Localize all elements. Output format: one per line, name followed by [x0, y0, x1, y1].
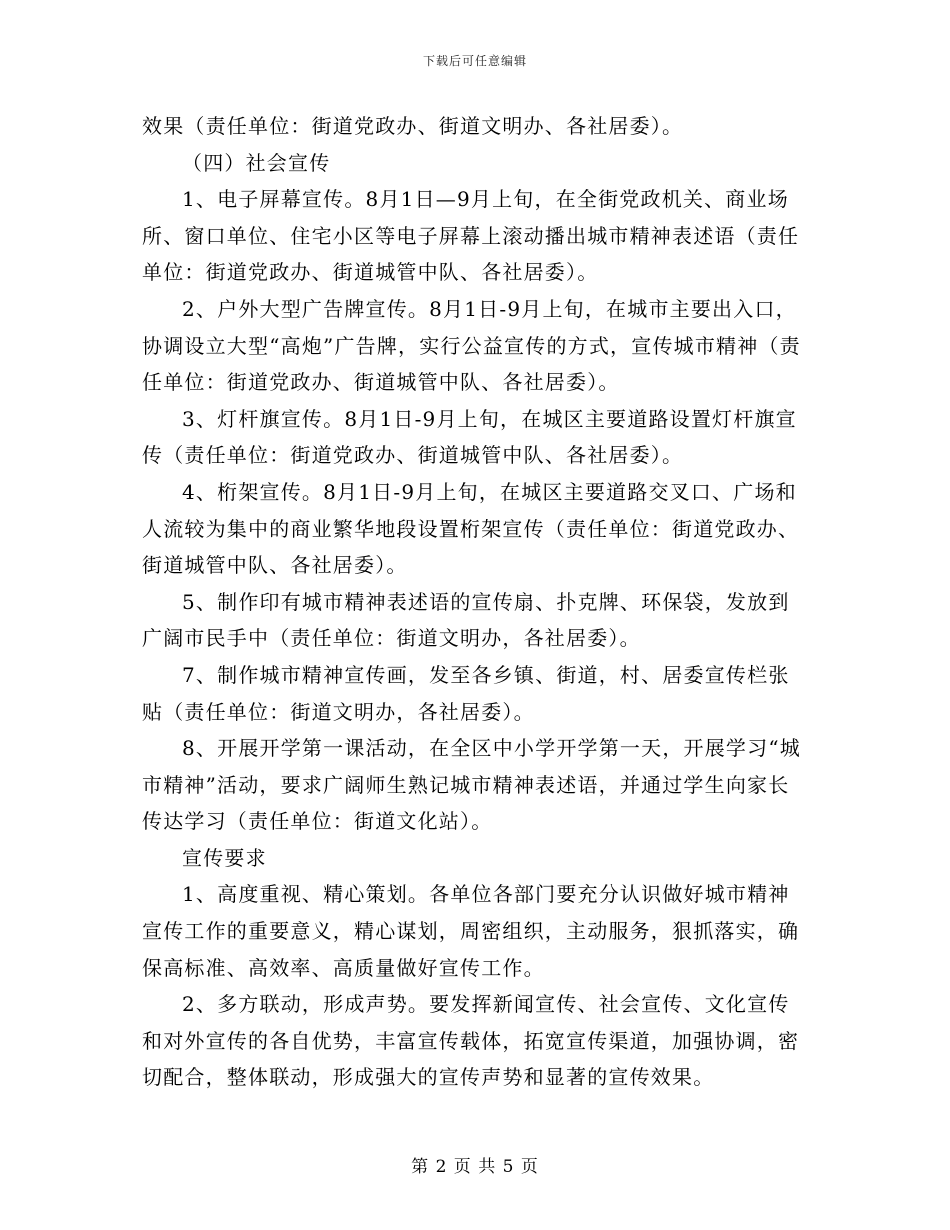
page-number: 第 2 页 共 5 页: [411, 1157, 539, 1177]
paragraph-item-8: 8、开展开学第一课活动，在全区中小学开学第一天，开展学习“城市精神”活动，要求广阔师生熟记城市精神表述语，并通过学生向家长传达学习（责任单位：街道文化站）。: [142, 736, 801, 834]
requirement-item-1: 1、高度重视、精心策划。各单位各部门要充分认识做好城市精神宣传工作的重要意义，精心谋划，周密组织，主动服务，狠抓落实，确保高标准、高效率、高质量做好宣传工作。: [142, 882, 800, 980]
paragraph-item-2: 2、户外大型广告牌宣传。8月1日-9月上旬，在城市主要出入口，协调设立大型“高炮”广告牌，实行公益宣传的方式，宣传城市精神（责任单位：街道党政办、街道城管中队、各社居委）。: [142, 296, 801, 395]
section-heading-social-publicity: （四）社会宣传: [182, 150, 331, 175]
paragraph-continuation: 效果（责任单位：街道党政办、街道文明办、各社居委）。: [142, 114, 684, 138]
paragraph-item-5: 5、制作印有城市精神表述语的宣传扇、扑克牌、环保袋，发放到广阔市民手中（责任单位：街道文明办，各社居委）。: [142, 589, 790, 651]
paragraph-item-7: 7、制作城市精神宣传画，发至各乡镇、街道，村、居委宣传栏张贴（责任单位：街道文明办，各社居委）。: [142, 662, 790, 724]
paragraph-item-4: 4、桁架宣传。8月1日-9月上旬，在城区主要道路交叉口、广场和人流较为集中的商业繁华地段设置桁架宣传（责任单位：街道党政办、街道城管中队、各社居委）。: [142, 479, 800, 578]
section-heading-requirements: 宣传要求: [182, 845, 267, 870]
document-body: [142, 108, 808, 1096]
paragraph-item-3: 3、灯杆旗宣传。8月1日-9月上旬，在城区主要道路设置灯杆旗宣传（责任单位：街道党政办、街道城管中队、各社居委）。: [142, 406, 797, 468]
requirement-item-2: 2、多方联动，形成声势。要发挥新闻宣传、社会宣传、文化宣传和对外宣传的各自优势，丰富宣传载体，拓宽宣传渠道，加强协调，密切配合，整体联动，形成强大的宣传声势和显著的宣传效果。: [142, 992, 800, 1090]
paragraph-item-1: 1、电子屏幕宣传。8月1日—9月上旬，在全街党政机关、商业场所、窗口单位、住宅小区等电子屏幕上滚动播出城市精神表述语（责任单位：街道党政办、街道城管中队、各社居委）。: [142, 187, 800, 285]
page-header: 下载后可任意编辑: [422, 54, 527, 68]
